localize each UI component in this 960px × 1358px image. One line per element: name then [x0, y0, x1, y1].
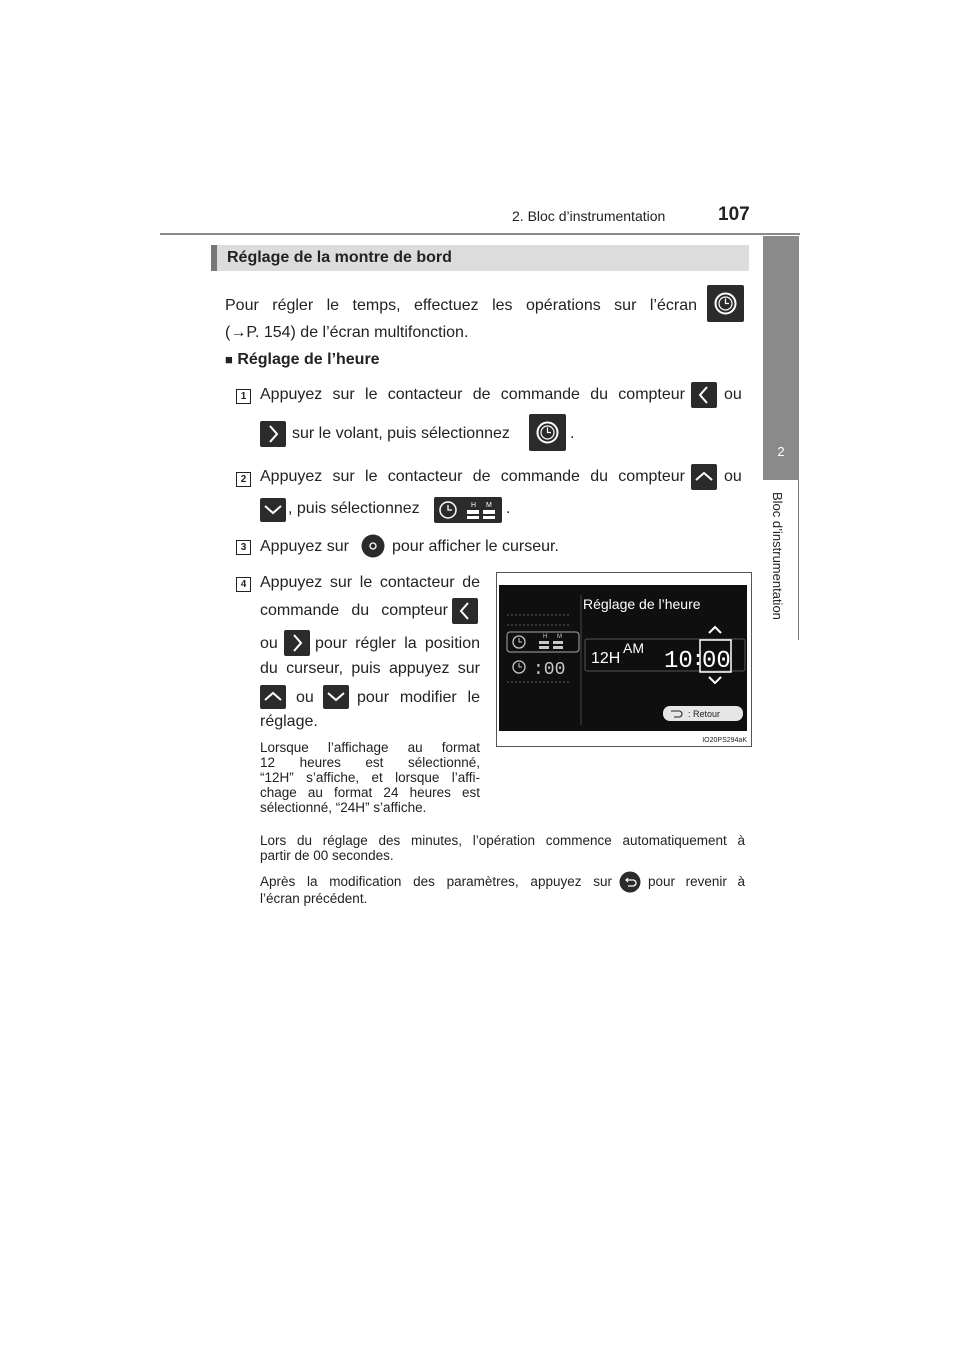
step-number: 2 — [236, 472, 251, 487]
clock-settings-icon — [529, 414, 566, 451]
step-4-line-5: pour modifier le — [357, 689, 480, 706]
section-header — [211, 245, 749, 271]
step-3-before: Appuyez sur — [260, 538, 349, 555]
chevron-up-icon — [691, 464, 717, 490]
step-4-line-2: commande du compteur — [260, 602, 448, 619]
step-4-ou: ou — [260, 635, 278, 652]
header-rule — [160, 233, 800, 235]
clock-hm-icon — [434, 497, 502, 523]
chevron-left-icon — [691, 382, 717, 408]
step-number: 4 — [236, 577, 251, 592]
step-1-line-1: Appuyez sur le contacteur de commande du compteur — [260, 386, 685, 403]
bullet-icon: ■ — [225, 352, 233, 367]
display-figure — [496, 572, 752, 747]
mini-m-label: M — [557, 634, 562, 640]
mini-h-label: H — [543, 634, 548, 640]
figure-code: IO20PS294aK — [702, 737, 747, 744]
screen-colon: : — [692, 649, 705, 672]
side-tab-bar — [763, 236, 799, 424]
step-2-ou: ou — [724, 468, 742, 485]
clock-settings-icon — [707, 285, 744, 322]
mini-time: :00 — [533, 660, 566, 680]
note-return-before: Après la modification des paramètres, appuyez sur — [260, 874, 612, 889]
step-4-line-4: du curseur, puis appuyez sur — [260, 660, 480, 677]
chevron-right-icon — [260, 421, 286, 447]
chevron-down-icon — [260, 498, 286, 522]
step-4-line-3: pour régler la position — [315, 635, 480, 652]
chevron-right-icon — [284, 630, 310, 656]
step-4-line-6: réglage. — [260, 713, 318, 730]
running-header: 2. Bloc d’instrumentation — [512, 208, 666, 224]
step-2-line-1: Appuyez sur le contacteur de commande du compteur — [260, 468, 685, 485]
screen-minutes: 00 — [702, 648, 731, 675]
step-1-end: . — [570, 425, 575, 442]
note-format: Lorsque l’affichage au format 12 heures est sélectionné, “12H” s’affiche, et lorsque l’affi- chage au format 24 heures est sélectionné, “24H” s’affiche. — [260, 740, 480, 815]
screen-ampm: AM — [623, 640, 644, 656]
subsection-title: Réglage de l’heure — [237, 351, 380, 368]
note-return-after: pour revenir à — [648, 874, 745, 889]
step-3-after: pour afficher le curseur. — [392, 538, 559, 555]
side-tab-rule — [798, 480, 799, 640]
screen-hours: 10 — [664, 648, 693, 675]
note-return-line-2: l’écran précédent. — [260, 891, 368, 906]
step-2-end: . — [506, 500, 511, 517]
screen-format: 12H — [591, 650, 621, 667]
note-minutes: Lors du réglage des minutes, l’opération commence automatiquement à partir de 00 secondes. — [260, 833, 745, 863]
step-number: 3 — [236, 540, 251, 555]
intro-line-2: (→P. 154) de l’écran multifonction. — [225, 324, 469, 341]
screen-title: Réglage de l’heure — [583, 596, 701, 612]
section-title: Réglage de la montre de bord — [227, 249, 452, 266]
multi-info-display — [499, 585, 747, 731]
chevron-up-icon — [260, 685, 286, 709]
step-4-ou-2: ou — [296, 689, 314, 706]
cursor-down-icon — [709, 677, 721, 683]
side-tab-number: 2 — [763, 424, 799, 480]
page-number: 107 — [718, 204, 750, 225]
step-1-line-2: sur le volant, puis sélectionnez — [292, 425, 510, 442]
screen-back-label: : Retour — [688, 709, 721, 719]
step-number: 1 — [236, 389, 251, 404]
step-1-ou: ou — [724, 386, 742, 403]
step-2-line-2: , puis sélectionnez — [288, 500, 420, 517]
chevron-left-icon — [452, 598, 478, 624]
chevron-down-icon — [323, 685, 349, 709]
back-button-icon — [619, 871, 641, 893]
cursor-up-icon — [709, 627, 721, 633]
intro-line-1: Pour régler le temps, effectuez les opérations sur l’écran — [225, 297, 697, 314]
subsection-heading — [225, 350, 380, 370]
step-4-line-1: Appuyez sur le contacteur de — [260, 574, 480, 591]
hm-h-label: H — [471, 502, 477, 509]
hm-m-label: M — [486, 502, 492, 509]
enter-button-icon — [361, 534, 385, 558]
side-tab-label: Bloc d’instrumentation — [770, 492, 785, 620]
